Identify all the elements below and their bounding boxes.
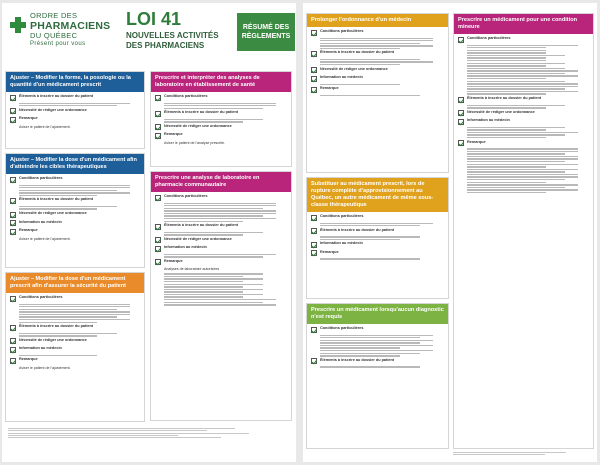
label-conditions: Conditions particulières — [19, 176, 63, 180]
checkbox-icon — [155, 111, 161, 117]
label-conditions: Conditions particulières — [320, 214, 364, 218]
label-conditions: Conditions particulières — [19, 295, 63, 299]
label-notice: Nécessité de rédiger une ordonnance — [19, 107, 87, 112]
checkbox-icon — [311, 51, 317, 57]
checkbox-icon — [10, 198, 16, 204]
label-remark: Remarque — [19, 116, 38, 121]
checkbox-icon — [458, 119, 464, 125]
org-name — [30, 12, 110, 49]
checkbox-icon — [458, 140, 464, 146]
checkbox-icon — [311, 30, 317, 36]
remark-text: Analyses de laboratoire autorisées — [164, 267, 220, 272]
label-elements: Éléments à inscrire au dossier du patient — [320, 357, 395, 362]
checkbox-icon — [311, 327, 317, 333]
checkbox-icon — [311, 67, 317, 73]
footnotes — [8, 427, 292, 439]
section-minor-condition — [453, 13, 594, 449]
checkbox-icon — [10, 347, 16, 353]
org-line3: DU QUÉBEC — [30, 30, 78, 40]
checkbox-icon — [155, 246, 161, 252]
checkbox-icon — [311, 242, 317, 248]
remark-text: Aviser le patient de l'ajustement. — [19, 365, 71, 370]
label-notice: Nécessité de rédiger une ordonnance — [19, 337, 87, 342]
checkbox-icon — [155, 133, 161, 139]
label-conditions: Conditions particulières — [320, 326, 364, 330]
section-no-diagnosis — [306, 303, 449, 449]
label-remark: Remarque — [19, 357, 38, 362]
checkbox-icon — [311, 250, 317, 256]
label-notice: Nécessité de rédiger une ordonnance — [19, 211, 87, 216]
label-elements: Éléments à inscrire au dossier du patient — [320, 50, 395, 55]
law-title: LOI 41 — [126, 9, 182, 29]
checkbox-icon — [155, 195, 161, 201]
checkbox-icon — [10, 229, 16, 235]
label-elements: Éléments à inscrire au dossier du patient — [164, 223, 239, 228]
section-title: Prolonger l'ordonnance d'un médecin — [307, 14, 448, 27]
section-title: Substituer au médicament prescrit, lors de rupture complète d'approvisionnement au Québec, un autre médicament de même sous-classe thérapeutique — [307, 178, 448, 212]
label-remark: Remarque — [320, 86, 339, 91]
org-tagline: Présent pour vous — [30, 41, 86, 47]
checkbox-icon — [10, 108, 16, 114]
checkbox-icon — [311, 228, 317, 234]
section-title: Prescrire et interpréter des analyses de laboratoire en établissement de santé — [151, 72, 291, 92]
section-adjust-form — [5, 71, 145, 149]
section-title: Ajuster – Modifier la dose d'un médicament afin d'atteindre les cibles thérapeutiques — [6, 154, 144, 174]
checkbox-icon — [10, 325, 16, 331]
checkbox-icon — [155, 224, 161, 230]
checkbox-icon — [10, 212, 16, 218]
section-adjust-dose-safety — [5, 272, 145, 422]
checkbox-icon — [10, 220, 16, 226]
checkbox-icon — [10, 358, 16, 364]
section-lab-community — [150, 171, 292, 421]
label-info-doctor: Information au médecin — [467, 118, 510, 123]
section-title: Prescrire un médicament lorsqu'aucun diagnostic n'est requis — [307, 304, 448, 324]
section-extend-prescription — [306, 13, 449, 173]
checkbox-icon — [10, 177, 16, 183]
label-conditions: Conditions particulières — [467, 36, 511, 40]
label-info-doctor: Information au médecin — [164, 245, 207, 250]
label-notice: Nécessité de rédiger une ordonnance — [320, 66, 388, 71]
checkbox-icon — [155, 124, 161, 130]
section-adjust-dose-targets — [5, 153, 145, 268]
checkbox-icon — [10, 95, 16, 101]
label-info-doctor: Information au médecin — [19, 219, 62, 224]
summary-badge: RÉSUMÉ DES RÈGLEMENTS — [237, 13, 295, 51]
label-conditions: Conditions particulières — [164, 94, 208, 98]
label-conditions: Conditions particulières — [320, 29, 364, 33]
section-lab-institution — [150, 71, 292, 167]
remark-text: Aviser le patient de l'analyse prescrite. — [164, 140, 226, 145]
checkbox-icon — [10, 296, 16, 302]
checkbox-icon — [311, 87, 317, 93]
label-info-doctor: Information au médecin — [19, 346, 62, 351]
checkbox-icon — [311, 76, 317, 82]
section-title: Prescrire un médicament pour une condition mineure — [454, 14, 593, 34]
section-title: Ajuster – Modifier la dose d'un médicament prescrit afin d'assurer la sécurité du patient — [6, 273, 144, 293]
checkbox-icon — [10, 338, 16, 344]
label-conditions: Conditions particulières — [164, 194, 208, 198]
section-title: Ajuster – Modifier la forme, la posologie ou la quantité d'un médicament prescrit — [6, 72, 144, 92]
checkbox-icon — [458, 110, 464, 116]
label-remark: Remarque — [320, 249, 339, 254]
label-remark: Remarque — [164, 258, 183, 263]
checkbox-icon — [311, 358, 317, 364]
label-remark: Remarque — [164, 132, 183, 137]
label-notice: Nécessité de rédiger une ordonnance — [164, 236, 232, 241]
label-elements: Éléments à inscrire au dossier du patient — [320, 227, 395, 232]
label-elements: Éléments à inscrire au dossier du patient — [19, 94, 94, 98]
label-elements: Éléments à inscrire au dossier du patient — [19, 197, 94, 202]
label-elements: Éléments à inscrire au dossier du patient — [19, 324, 94, 329]
page-header — [2, 3, 296, 65]
label-elements: Éléments à inscrire au dossier du patient — [467, 96, 542, 101]
ordre-cross-logo-icon — [10, 17, 26, 33]
footnotes — [453, 451, 594, 457]
label-notice: Nécessité de rédiger une ordonnance — [164, 123, 232, 128]
checkbox-icon — [155, 237, 161, 243]
label-remark: Remarque — [19, 228, 38, 233]
section-title: Prescrire une analyse de laboratoire en pharmacie communautaire — [151, 172, 291, 192]
checkbox-icon — [10, 117, 16, 123]
org-line2: PHARMACIENS — [30, 19, 111, 32]
law-subtitle: NOUVELLES ACTIVITÉS DES PHARMACIENS — [126, 31, 219, 50]
label-info-doctor: Information au médecin — [320, 241, 363, 246]
right-page — [303, 3, 597, 462]
section-substitute — [306, 177, 449, 299]
checkbox-icon — [311, 215, 317, 221]
label-notice: Nécessité de rédiger une ordonnance — [467, 109, 535, 114]
label-elements: Éléments à inscrire au dossier du patient — [164, 110, 239, 115]
label-info-doctor: Information au médecin — [320, 75, 363, 80]
checkbox-icon — [458, 97, 464, 103]
left-page — [2, 3, 296, 462]
label-remark: Remarque — [467, 139, 486, 144]
remark-text: Aviser le patient de l'ajustement. — [19, 124, 71, 129]
remark-text: Aviser le patient de l'ajustement. — [19, 236, 71, 241]
checkbox-icon — [458, 37, 464, 43]
org-line1: ORDRE DES — [30, 11, 78, 20]
checkbox-icon — [155, 259, 161, 265]
checkbox-icon — [155, 95, 161, 101]
